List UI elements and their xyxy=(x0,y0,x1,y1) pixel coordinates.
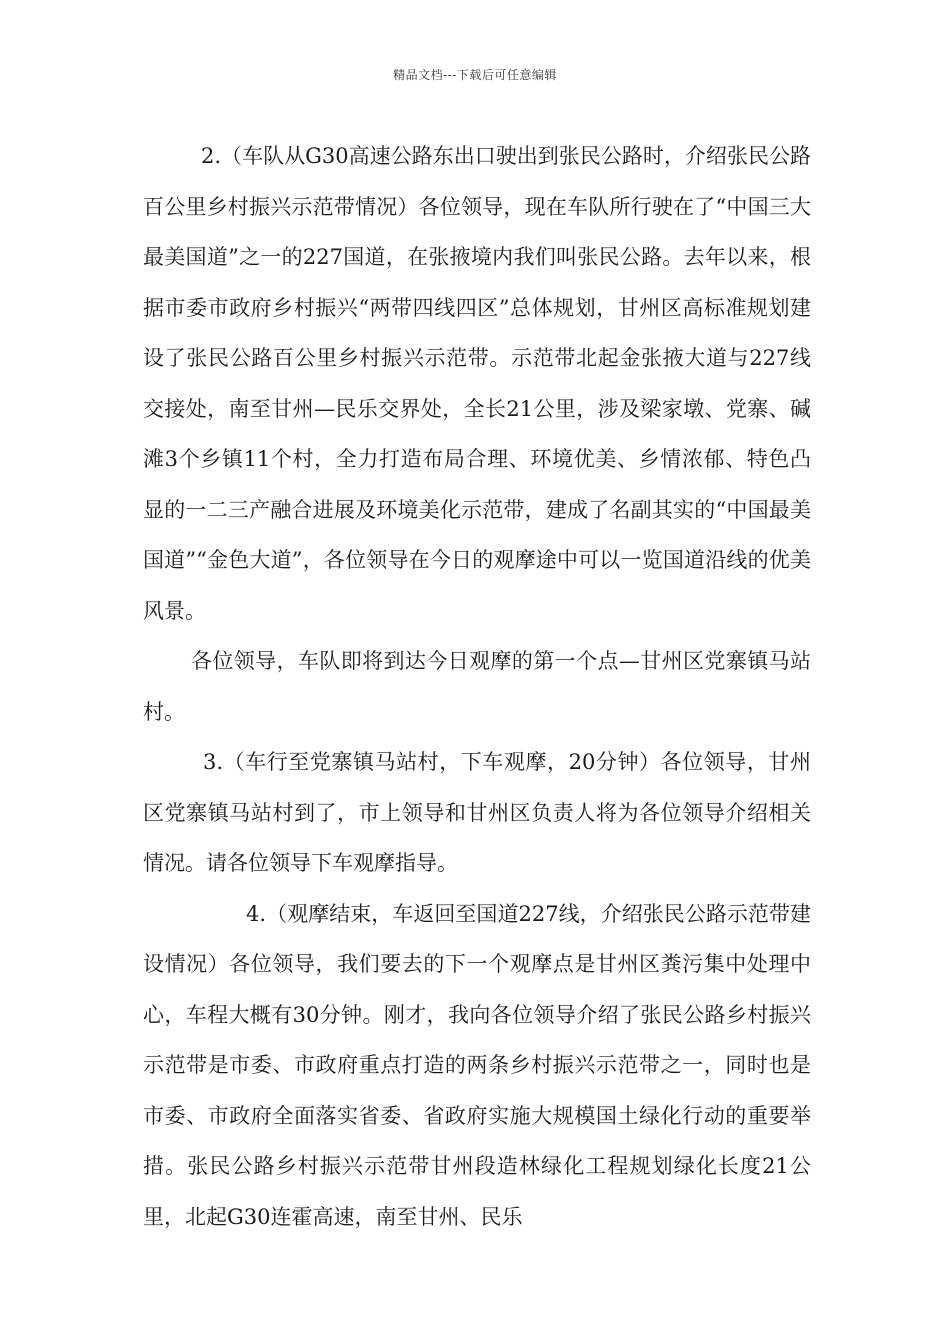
paragraph-item-3: 3.（车行至党寨镇马站村，下车观摩，20分钟）各位领导，甘州区党寨镇马站村到了，市上领导和甘州区负责人将为各位领导介绍相关情况。请各位领导下车观摩指导。 xyxy=(143,750,811,875)
document-body xyxy=(143,131,811,1242)
paragraph-item-4: 4.（观摩结束，车返回至国道227线，介绍张民公路示范带建设情况）各位领导，我们要去的下一个观摩点是甘州区粪污集中处理中心，车程大概有30分钟。刚才，我向各位领导介绍了张民公路乡村振兴示范带是市委、市政府重点打造的两条乡村振兴示范带之一，同时也是市委、市政府全面落实省委、省政府实施大规模国土绿化行动的重要举措。张民公路乡村振兴示范带甘州段造林绿化工程规划绿化长度21公里，北起G30连霍高速，南至甘州、民乐 xyxy=(143,901,811,1229)
paragraph-arrival-notice: 各位领导，车队即将到达今日观摩的第一个点—甘州区党寨镇马站村。 xyxy=(143,649,811,724)
page-header: 精品文档---下载后可任意编辑 xyxy=(393,68,557,82)
paragraph-item-2: 2.（车队从G30高速公路东出口驶出到张民公路时，介绍张民公路百公里乡村振兴示范带情况）各位领导，现在车队所行驶在了“中国三大最美国道”之一的227国道，在张掖境内我们叫张民公路。去年以来，根据市委市政府乡村振兴“两带四线四区”总体规划，甘州区高标准规划建设了张民公路百公里乡村振兴示范带。示范带北起金张掖大道与227线交接处，南至甘州—民乐交界处，全长21公里，涉及梁家墩、党寨、碱滩3个乡镇11个村，全力打造布局合理、环境优美、乡情浓郁、特色凸显的一二三产融合进展及环境美化示范带，建成了名副其实的“中国最美国道”“金色大道”，各位领导在今日的观摩途中可以一览国道沿线的优美风景。 xyxy=(143,144,811,623)
